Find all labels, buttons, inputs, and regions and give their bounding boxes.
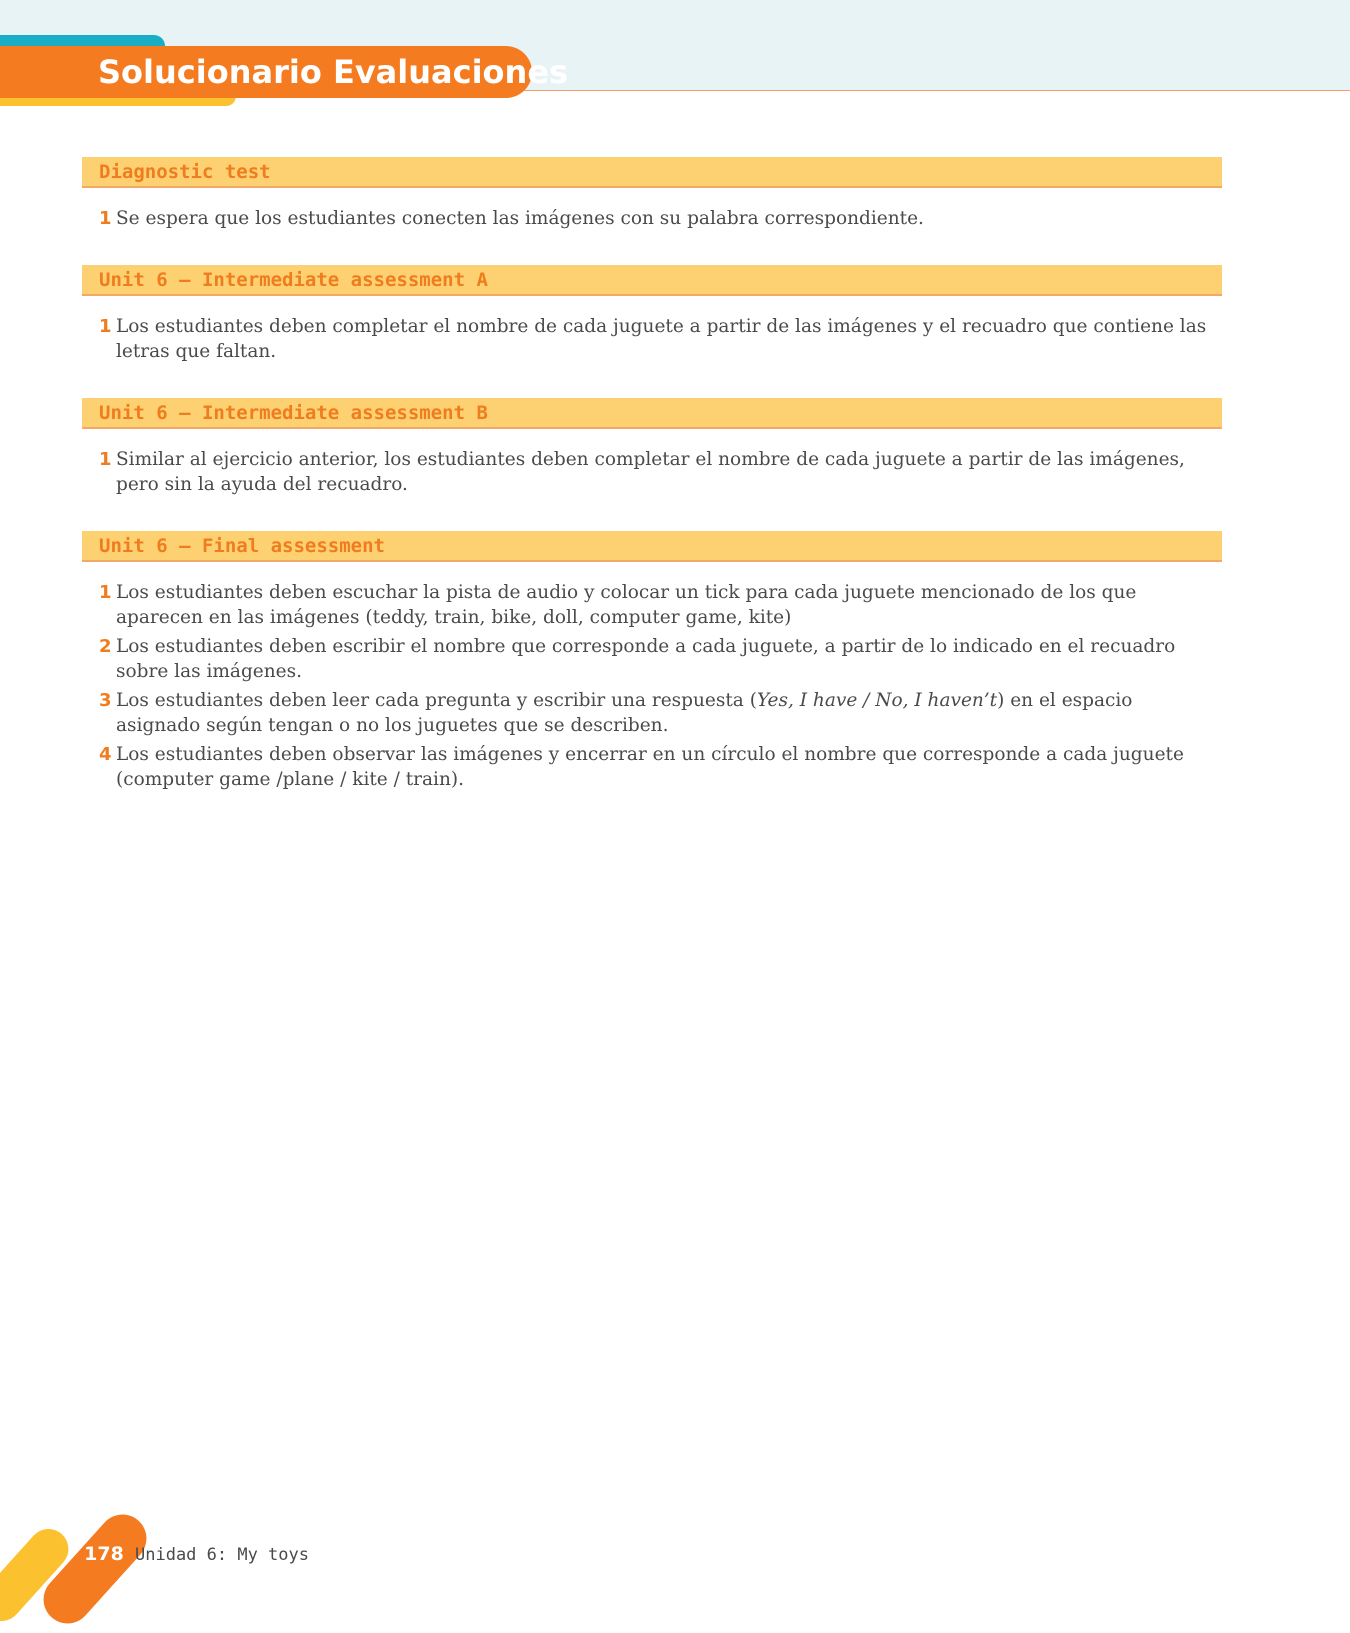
section-header <box>82 531 1222 562</box>
section-title: Unit 6 – Intermediate assessment A <box>99 268 488 291</box>
section-final-assessment <box>82 531 1222 792</box>
answer-text: Se espera que los estudiantes conecten las imágenes con su palabra correspondiente. <box>116 208 924 229</box>
answer-text: Los estudiantes deben escuchar la pista de audio y colocar un tick para cada juguete mencionado de los que aparecen en las imágenes (teddy, train, bike, doll, computer game, kite) <box>116 582 1137 628</box>
answer-item <box>99 447 1222 497</box>
answer-number: 4 <box>99 744 112 765</box>
answer-list <box>82 296 1222 364</box>
answer-text-after: ) en el espacio asignado según tengan o no los juguetes que se describen. <box>116 690 1133 736</box>
answer-text: Similar al ejercicio anterior, los estudiantes deben completar el nombre de cada juguete a partir de las imágenes, pero sin la ayuda del recuadro. <box>116 449 1185 495</box>
section-header <box>82 157 1222 188</box>
answer-item <box>99 634 1222 684</box>
section-title: Unit 6 – Intermediate assessment B <box>99 401 488 424</box>
answer-number: 1 <box>99 582 112 603</box>
page-number: 178 <box>84 1543 124 1565</box>
section-diagnostic-test <box>82 157 1222 231</box>
answer-item <box>99 580 1222 630</box>
answer-item <box>99 742 1222 792</box>
answer-text-before: Los estudiantes deben leer cada pregunta y escribir una respuesta ( <box>116 690 757 711</box>
answer-text: Los estudiantes deben escribir el nombre que corresponde a cada juguete, a partir de lo indicado en el recuadro sobre las imágenes. <box>116 636 1176 682</box>
answer-number: 1 <box>99 449 112 470</box>
answer-text-italic: Yes, I have / No, I haven’t <box>756 690 998 711</box>
section-title: Diagnostic test <box>99 160 271 183</box>
answer-number: 1 <box>99 208 112 229</box>
answer-text: Los estudiantes deben completar el nombre de cada juguete a partir de las imágenes y el recuadro que contiene las letras que faltan. <box>116 316 1207 362</box>
section-header <box>82 398 1222 429</box>
answer-item <box>99 688 1222 738</box>
footer-unit-label: Unidad 6: My toys <box>135 1545 309 1565</box>
section-intermediate-assessment-b <box>82 398 1222 497</box>
answer-item <box>99 314 1222 364</box>
answer-text <box>116 688 1222 738</box>
section-intermediate-assessment-a <box>82 265 1222 364</box>
answer-list <box>82 562 1222 792</box>
section-title: Unit 6 – Final assessment <box>99 534 385 557</box>
answer-list <box>82 429 1222 497</box>
page-title: Solucionario Evaluaciones <box>98 53 569 91</box>
answer-text: Los estudiantes deben observar las imágenes y encerrar en un círculo el nombre que corresponde a cada juguete (computer game /plane / kite / train). <box>116 744 1184 790</box>
answer-number: 1 <box>99 316 112 337</box>
answer-item <box>99 206 1222 231</box>
answer-number: 3 <box>99 690 112 711</box>
answer-number: 2 <box>99 636 112 657</box>
answer-list <box>82 188 1222 231</box>
content-area <box>82 157 1222 826</box>
section-header <box>82 265 1222 296</box>
